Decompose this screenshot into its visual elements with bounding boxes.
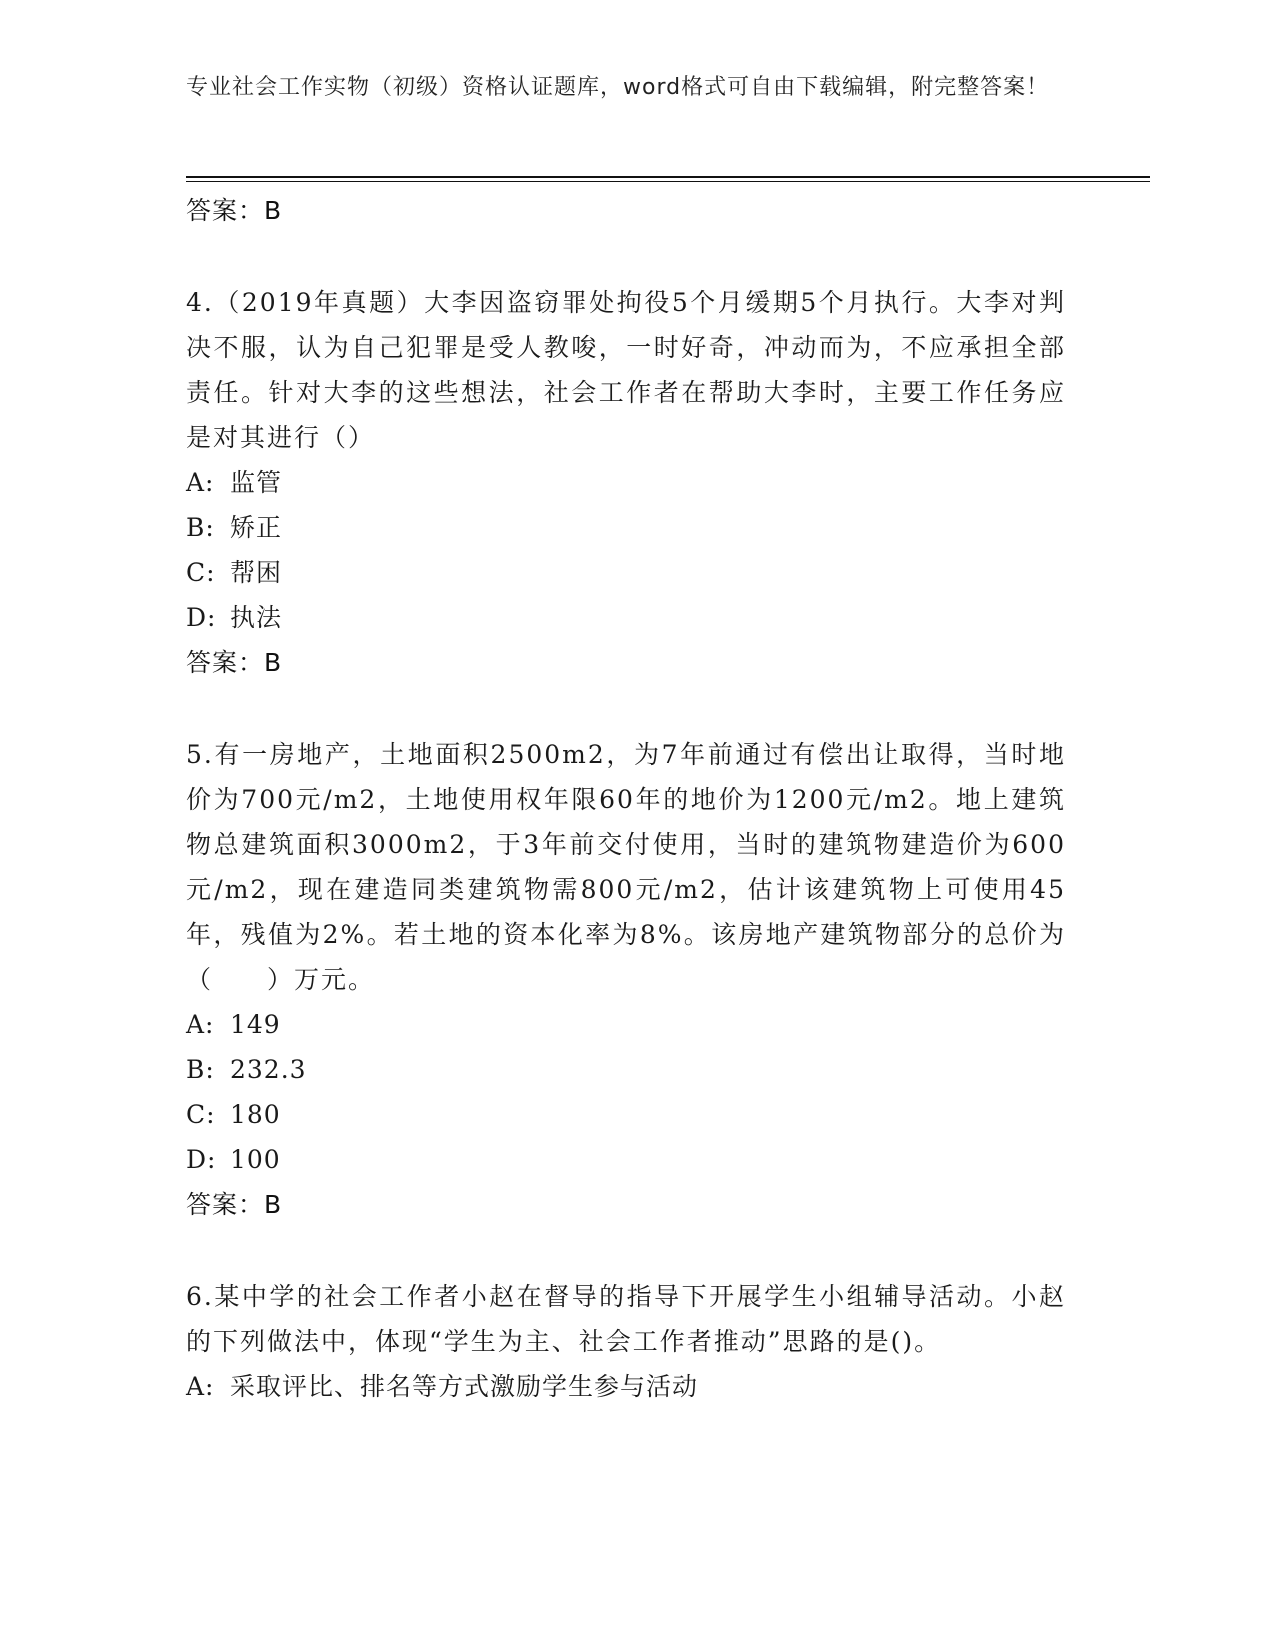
option-text: 100 — [230, 1145, 281, 1174]
option-b — [186, 1047, 1066, 1092]
option-c — [186, 550, 1066, 595]
option-text: 采取评比、排名等方式激励学生参与活动 — [230, 1372, 699, 1401]
option-text: 监管 — [230, 468, 283, 497]
option-letter: B: — [186, 513, 215, 542]
header-rule-thin — [186, 181, 1150, 182]
option-d — [186, 595, 1066, 640]
option-text: 232.3 — [230, 1055, 307, 1084]
option-letter: A: — [186, 468, 215, 497]
option-letter: D: — [186, 1145, 217, 1174]
option-text: 149 — [230, 1010, 281, 1039]
option-letter: A: — [186, 1372, 215, 1401]
page-header: 专业社会工作实物（初级）资格认证题库，word格式可自由下载编辑，附完整答案！ — [186, 75, 1050, 100]
option-c — [186, 1092, 1066, 1137]
option-a — [186, 1002, 1066, 1047]
question-block — [186, 732, 1066, 1228]
option-a — [186, 1364, 1066, 1409]
option-letter: B: — [186, 1055, 215, 1084]
answer-line: 答案：B — [186, 648, 283, 677]
option-letter: D: — [186, 603, 217, 632]
question-block — [186, 280, 1066, 686]
option-text: 帮困 — [230, 558, 283, 587]
answer-line: 答案：B — [186, 196, 283, 225]
answer-line: 答案：B — [186, 1190, 283, 1219]
option-text: 执法 — [230, 603, 283, 632]
document-content — [186, 188, 1066, 1409]
header-rule-thick — [186, 176, 1150, 178]
question-stem: 5.有一房地产，土地面积2500m2，为7年前通过有偿出让取得，当时地价为700元/m2，土地使用权年限60年的地价为1200元/m2。地上建筑物总建筑面积3000m2，于3年前交付使用，当时的建筑物建造价为600元/m2，现在建造同类建筑物需800元/m2，估计该建筑物上可使用45年，残值为2%。若土地的资本化率为8%。该房地产建筑物部分的总价为（ ）万元。 — [186, 740, 1066, 994]
option-letter: C: — [186, 1100, 216, 1129]
option-d — [186, 1137, 1066, 1182]
question-stem: 4.（2019年真题）大李因盗窃罪处拘役5个月缓期5个月执行。大李对判决不服，认为自己犯罪是受人教唆，一时好奇，冲动而为，不应承担全部责任。针对大李的这些想法，社会工作者在帮助大李时，主要工作任务应是对其进行（） — [186, 288, 1066, 452]
question-block — [186, 1274, 1066, 1409]
option-text: 180 — [230, 1100, 281, 1129]
option-text: 矫正 — [230, 513, 283, 542]
option-a — [186, 460, 1066, 505]
option-letter: C: — [186, 558, 216, 587]
option-b — [186, 505, 1066, 550]
question-stem: 6.某中学的社会工作者小赵在督导的指导下开展学生小组辅导活动。小赵的下列做法中，体现“学生为主、社会工作者推动”思路的是()。 — [186, 1282, 1066, 1356]
option-letter: A: — [186, 1010, 215, 1039]
